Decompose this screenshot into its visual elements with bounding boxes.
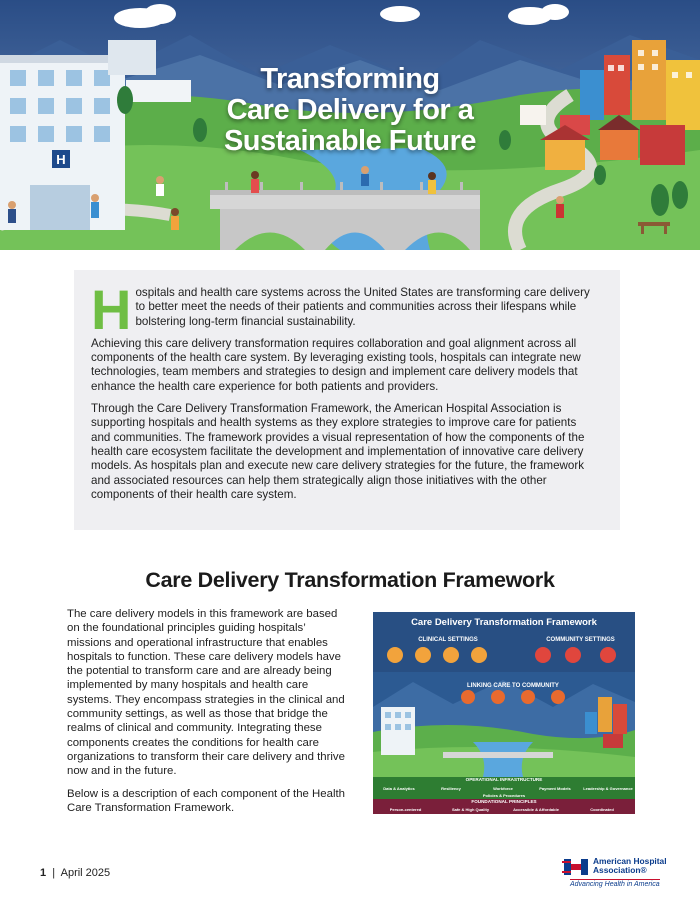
hero-banner [0, 0, 700, 250]
drop-cap: H [91, 278, 132, 341]
aha-name-line: American Hospital [593, 856, 667, 866]
operational-item: Data & Analytics [383, 786, 415, 791]
body-paragraph: The care delivery models in this framework are based on the foundational principles guiding hospitals’ missions and operational infrastructure that enables hospitals to function. These care delivery models have the potential to transform care and are already being implemented by many hospitals and health care systems. They encompass strategies in the clinical and community settings, as well as those that bridge the realms of clinical and community. Integrating these components creates the conditions for health care organizations to transform their care delivery and thrive now and in the future. [67, 608, 345, 778]
section-heading: Care Delivery Transformation Framework [145, 568, 555, 592]
hospital-sign: H [56, 152, 66, 167]
intro-paragraph: Achieving this care delivery transformation requires collaboration and goal alignment across all components of the health care system. By leveraging existing tools, hospitals can integrate new technologies, team members and strategies to design and implement care delivery models that enhance the health care experience for both patients and providers. [91, 336, 581, 393]
body-paragraph: Below is a description of each component of the Health Care Transformation Framework. [67, 787, 345, 814]
footer-date: April 2025 [60, 867, 111, 879]
framework-graphic [373, 612, 635, 814]
linking-care-label: LINKING CARE TO COMMUNITY [467, 683, 559, 689]
framework-description [67, 607, 351, 823]
framework-title: Care Delivery Transformation Framework [411, 617, 597, 628]
page-number: 1 [40, 867, 47, 879]
foundational-item: Coordinated [590, 807, 614, 812]
operational-item: Payment Models [539, 786, 571, 791]
policies-label: Policies & Procedures [482, 793, 526, 798]
foundational-principles-label: FOUNDATIONAL PRINCIPLES [471, 799, 537, 804]
clinical-settings-label: CLINICAL SETTINGS [418, 637, 478, 643]
operational-item: Leadership & Governance [583, 786, 633, 791]
aha-name-line: Association® [593, 865, 647, 875]
intro-box [74, 270, 620, 530]
foundational-item: Person-centered [389, 807, 422, 812]
operational-item: Workforce [493, 786, 513, 791]
page-footer [40, 867, 110, 879]
hero-title [200, 64, 500, 157]
footer-separator: | [52, 867, 56, 879]
intro-paragraph [91, 278, 598, 341]
aha-tagline: Advancing Health in America [570, 881, 660, 888]
intro-paragraph: Through the Care Delivery Transformation Framework, the American Hospital Association is supporting hospitals and health systems as they explore strategies to improve care for patients and communities. The framework provides a visual representation of how the components of the health care ecosystem facilitate the development and implementation of innovative care delivery models. As hospitals plan and execute new care delivery strategies for the future, the framework and associated resources can help them strategically align those initiatives with the other components of their health care system. [91, 402, 585, 501]
hero-title-line: Sustainable Future [223, 125, 477, 157]
hero-title-line: Transforming [260, 63, 440, 95]
operational-item: Resiliency [441, 786, 461, 791]
aha-name [593, 857, 667, 875]
foundational-item: Safe & High Quality [451, 807, 490, 812]
operational-infrastructure-label: OPERATIONAL INFRASTRUCTURE [465, 777, 543, 782]
foundational-item: Accessible & Affordable [513, 807, 559, 812]
intro-paragraph-text: ospitals and health care systems across the United States are transforming care delivery to better meet the needs of their patients and communities across their lifespans while bolstering long-term financial sustainability. [135, 286, 590, 328]
community-settings-label: COMMUNITY SETTINGS [546, 637, 615, 643]
hero-title-line: Care Delivery for a [226, 94, 474, 126]
